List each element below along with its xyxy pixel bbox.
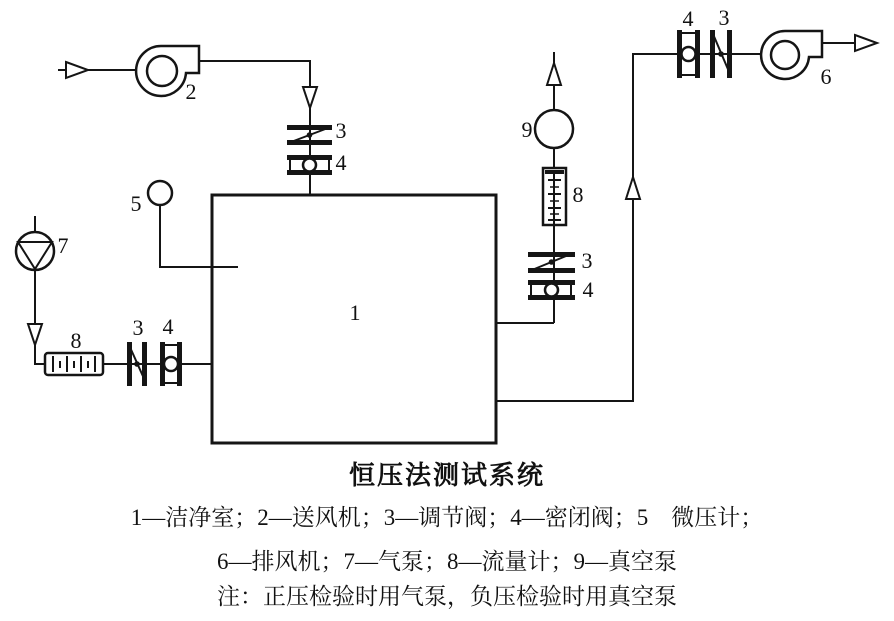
label-exhaust-fan: 6 (820, 64, 832, 89)
label-vacuum-pump: 9 (521, 117, 533, 142)
legend-line-1: 1—洁净室；2—送风机；3—调节阀；4—密闭阀；5 微压计； (130, 505, 764, 530)
right-flowmeter-symbol (543, 168, 566, 225)
label-topright-regulating-valve: 3 (718, 5, 730, 30)
legend-line-2: 6—排风机；7—气泵；8—流量计；9—真空泵 (217, 549, 677, 574)
left-flowmeter-symbol (45, 353, 103, 375)
label-top-regulating-valve: 3 (335, 118, 347, 143)
vacuum-pump-symbol (535, 110, 573, 148)
topright-sealing-valve-symbol (677, 30, 700, 78)
left-regulating-valve-symbol (127, 342, 147, 386)
right-regulating-valve-symbol (528, 252, 575, 273)
label-right-sealing-valve: 4 (582, 277, 594, 302)
label-right-regulating-valve: 3 (581, 248, 593, 273)
label-top-sealing-valve: 4 (335, 150, 347, 175)
air-pump-symbol (16, 232, 54, 270)
top-regulating-valve-symbol (287, 125, 332, 145)
legend-note: 注：正压检验时用气泵，负压检验时用真空泵 (217, 584, 677, 609)
up-arrow-vent-icon (547, 63, 561, 85)
label-room: 1 (349, 300, 361, 325)
up-arrow-exhaust-icon (626, 177, 640, 199)
figure-title: 恒压法测试系统 (348, 460, 545, 490)
top-sealing-valve-symbol (287, 155, 332, 175)
label-topright-sealing-valve: 4 (682, 6, 694, 31)
right-sealing-valve-symbol (528, 280, 575, 300)
label-micro-pressure-gauge: 5 (130, 191, 142, 216)
outlet-arrow-icon (855, 35, 877, 51)
down-arrow-pump-icon (28, 324, 42, 345)
label-left-flowmeter: 8 (70, 328, 82, 353)
down-arrow-top-icon (303, 87, 317, 108)
exhaust-fan-symbol (761, 31, 822, 79)
micro-pressure-gauge-symbol (148, 181, 172, 205)
label-air-pump: 7 (57, 233, 69, 258)
label-right-flowmeter: 8 (572, 182, 584, 207)
label-left-sealing-valve: 4 (162, 314, 174, 339)
topright-regulating-valve-symbol (710, 30, 732, 78)
label-supply-fan: 2 (185, 79, 197, 104)
left-sealing-valve-symbol (160, 342, 182, 386)
label-left-regulating-valve: 3 (132, 315, 144, 340)
inlet-arrow-icon (66, 62, 88, 78)
